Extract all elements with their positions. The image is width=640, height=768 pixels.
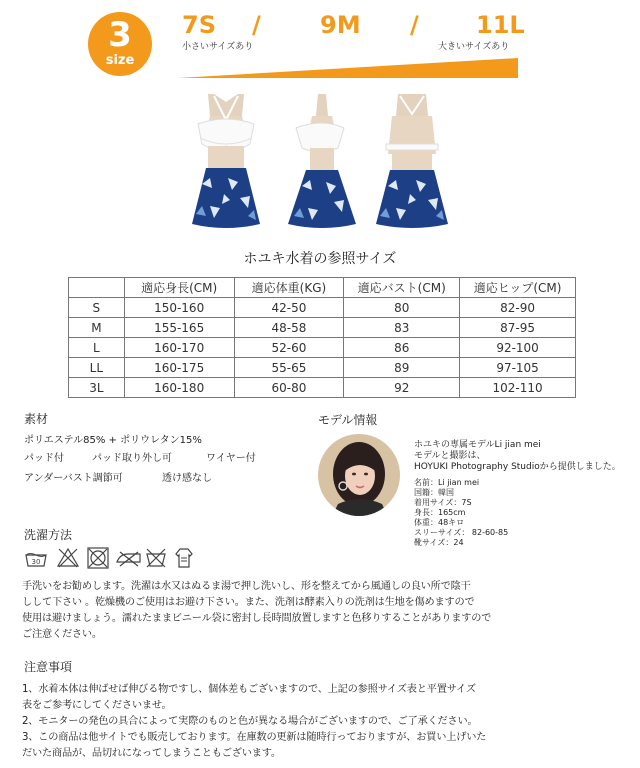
size-9m: 9M xyxy=(320,11,361,39)
feature-pad: パッド付 xyxy=(24,453,64,464)
table-cell: L xyxy=(69,338,125,358)
size-count-badge xyxy=(88,12,152,76)
table-cell: 92 xyxy=(344,378,460,398)
size-range-bar xyxy=(178,56,518,80)
swimsuit-front-photo xyxy=(178,94,274,234)
table-cell: 92-100 xyxy=(460,338,576,358)
washing-instructions xyxy=(22,579,626,643)
badge-number: 3 xyxy=(108,15,132,55)
size-table-title: ホユキ水着の参照サイズ xyxy=(243,251,397,267)
table-cell: LL xyxy=(69,358,125,378)
table-cell: 160-170 xyxy=(124,338,234,358)
model-intro-line: モデルと撮影は、 xyxy=(414,451,486,461)
washing-title: 洗濯方法 xyxy=(24,528,73,542)
table-header-cell xyxy=(69,278,125,298)
size-reference-table xyxy=(68,277,576,398)
table-cell: 83 xyxy=(344,318,460,338)
shade-dry-icon xyxy=(172,546,196,570)
table-cell: 155-165 xyxy=(124,318,234,338)
small-size-note: 小さいサイズあり xyxy=(182,42,254,52)
table-cell: 55-65 xyxy=(234,358,344,378)
table-cell: 160-180 xyxy=(124,378,234,398)
table-cell: 89 xyxy=(344,358,460,378)
model-title: モデル情報 xyxy=(318,413,378,427)
feature-underbust: アンダーバスト調節可 xyxy=(24,473,123,484)
table-header-height: 適応身長(CM) xyxy=(124,278,234,298)
table-cell: 97-105 xyxy=(460,358,576,378)
hand-wash-30-icon xyxy=(24,546,48,570)
instruction-line: ご注意ください。 xyxy=(22,629,102,640)
badge-label: size xyxy=(105,53,135,68)
instruction-line: 使用は避けましょう。濡れたままビニール袋に密封し長時間放置しますと色移りすることがありますので xyxy=(22,613,492,624)
size-11l: 11L xyxy=(476,11,525,39)
table-cell: 48-58 xyxy=(234,318,344,338)
table-cell: 102-110 xyxy=(460,378,576,398)
size-separator: / xyxy=(252,11,261,39)
model-detail: 名前：Li jian mei xyxy=(414,478,480,487)
no-dry-clean-icon xyxy=(144,546,168,570)
model-detail: スリーサイズ： 82-60-85 xyxy=(414,528,509,537)
table-row xyxy=(69,298,576,318)
table-cell: 3L xyxy=(69,378,125,398)
no-tumble-dry-icon xyxy=(86,546,110,570)
swimsuit-side-photo xyxy=(272,94,368,234)
table-row xyxy=(69,338,576,358)
table-header-weight: 適応体重(KG) xyxy=(234,278,344,298)
table-cell: 86 xyxy=(344,338,460,358)
note-line: 1、水着本体は伸ばせば伸びる物ですし、個体差もございますので、上記の参照サイズ表と平置サイズ xyxy=(22,684,476,695)
model-avatar xyxy=(318,434,400,516)
size-7s: 7S xyxy=(182,11,216,39)
note-line: 表をご参考にしてくださいませ。 xyxy=(22,700,172,711)
table-row xyxy=(69,358,576,378)
table-header-bust: 適応バスト(CM) xyxy=(344,278,460,298)
table-cell: S xyxy=(69,298,125,318)
model-detail: 体重：48キロ xyxy=(414,518,465,527)
feature-not-sheer: 透け感なし xyxy=(162,473,212,484)
large-size-note: 大きいサイズあり xyxy=(438,42,510,52)
no-iron-icon xyxy=(114,546,144,570)
swimsuit-back-photo xyxy=(364,94,460,234)
model-detail: 靴サイズ：24 xyxy=(414,538,464,547)
instruction-line: しして下さい 。乾燥機のご使用はお避け下さい。また、洗剤は酵素入りの洗剤は生地を傷めますので xyxy=(22,597,475,608)
table-header-row xyxy=(69,278,576,298)
note-line: 3、この商品は他サイトでも販売しております。在庫数の更新は随時行っておりますが、お買い上げいた xyxy=(22,732,487,743)
notes-title: 注意事項 xyxy=(24,660,73,674)
material-composition: ポリエステル85% + ポリウレタン15% xyxy=(24,435,202,446)
table-cell: 52-60 xyxy=(234,338,344,358)
table-row xyxy=(69,318,576,338)
feature-pad-removable: パッド取り外し可 xyxy=(92,453,172,464)
no-bleach-icon xyxy=(56,546,80,570)
model-intro-line: ホユキの専属モデルLi jian mei xyxy=(414,440,541,450)
wash-temp-label: 30 xyxy=(31,558,41,566)
table-row xyxy=(69,378,576,398)
model-detail: 国籍：韓国 xyxy=(414,488,454,497)
model-detail: 身長：165cm xyxy=(414,508,466,517)
table-cell: 82-90 xyxy=(460,298,576,318)
table-header-hip: 適応ヒップ(CM) xyxy=(460,278,576,298)
table-cell: 160-175 xyxy=(124,358,234,378)
size-separator: / xyxy=(410,11,419,39)
note-line: 2、モニターの発色の具合によって実際のものと色が異なる場合がございますので、ご了承ください。 xyxy=(22,716,478,727)
table-cell: M xyxy=(69,318,125,338)
table-cell: 87-95 xyxy=(460,318,576,338)
table-cell: 60-80 xyxy=(234,378,344,398)
model-detail: 着用サイズ：7S xyxy=(414,498,472,507)
note-line: だいた商品が、品切れになってしまうこともございます。 xyxy=(22,748,281,759)
table-cell: 150-160 xyxy=(124,298,234,318)
instruction-line: 手洗いをお勧めします。洗濯は水又はぬるま湯で押し洗いし、形を整えてから風通しの良い所で陰干 xyxy=(22,581,471,592)
table-cell: 42-50 xyxy=(234,298,344,318)
material-title: 素材 xyxy=(24,412,49,426)
table-cell: 80 xyxy=(344,298,460,318)
notes-body xyxy=(22,682,626,762)
feature-wire: ワイヤー付 xyxy=(206,453,256,464)
model-intro-line: HOYUKI Photography Studioから提供しました。 xyxy=(414,462,621,472)
